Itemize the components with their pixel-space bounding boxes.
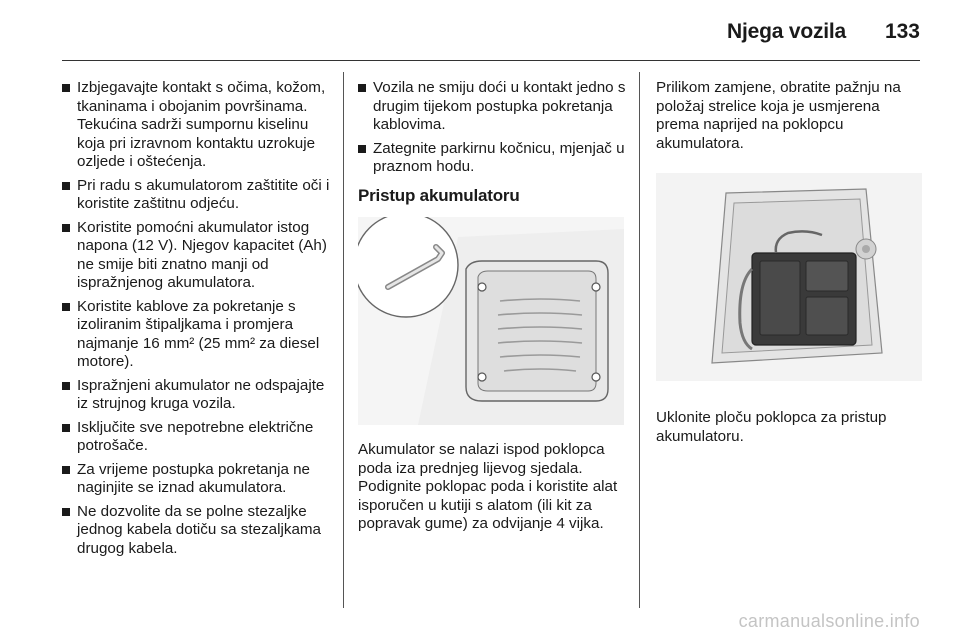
bullet-square-icon xyxy=(62,224,70,232)
bullet-square-icon xyxy=(358,145,366,153)
watermark: carmanualsonline.info xyxy=(738,611,920,631)
bullet-item: Ne dozvolite da se polne stezaljke jednog kabela dotiču sa stezaljkama drugog kabela. xyxy=(62,503,330,559)
bullet-square-icon xyxy=(358,84,366,92)
bullet-item: Isključite sve nepotrebne električne potrošače. xyxy=(62,419,330,456)
floor-cover-drawing xyxy=(358,217,624,425)
battery-illustration xyxy=(656,173,922,381)
bullet-square-icon xyxy=(62,424,70,432)
column-divider-2 xyxy=(639,72,640,608)
arrow-position-text: Prilikom zamjene, obratite pažnju na položaj strelice koja je usmjerena prema naprijed na poklopcu akumulatora. xyxy=(656,79,901,152)
bullet-square-icon xyxy=(62,182,70,190)
bullet-square-icon xyxy=(62,303,70,311)
bullet-item: Pri radu s akumulatorom zaštitite oči i koristite zaštitnu odjeću. xyxy=(62,177,330,214)
bullet-square-icon xyxy=(62,382,70,390)
column-divider-1 xyxy=(343,72,344,608)
bullet-item: Vozila ne smiju doći u kontakt jedno s drugim tijekom postupka pokretanja kablovima. xyxy=(358,79,626,135)
bullet-item: Koristite pomoćni akumulator istog napona (12 V). Njegov kapacitet (Ah) ne smije biti znatno manji od ispražnjenog akumulatora. xyxy=(62,219,330,293)
bullet-square-icon xyxy=(62,84,70,92)
section-heading: Pristup akumulatoru xyxy=(358,185,520,205)
page-number: 133 xyxy=(884,20,920,43)
remove-cover-text: Uklonite ploču poklopca za pristup akumulatoru. xyxy=(656,409,887,445)
bullet-item: Zategnite parkirnu kočnicu, mjenjač u praznom hodu. xyxy=(358,140,626,177)
bullet-square-icon xyxy=(62,508,70,516)
header-rule xyxy=(62,60,920,61)
column-2 xyxy=(358,79,626,534)
floor-cover-illustration xyxy=(358,217,624,425)
chapter-title: Njega vozila xyxy=(727,20,846,43)
bullet-item: Koristite kablove za pokretanje s izoliranim štipaljkama i promjera najmanje 16 mm² (25 mm² za diesel motore). xyxy=(62,298,330,372)
battery-drawing xyxy=(656,173,922,381)
battery-location-text: Akumulator se nalazi ispod poklopca poda iza prednjeg lijevog sjedala. Podignite poklopac poda i koristite alat isporučen u kutiji s alatom (ili kit za popravak gume) za odvijanje 4 vijka. xyxy=(358,441,618,532)
bullet-item: Za vrijeme postupka pokretanja ne naginjite se iznad akumulatora. xyxy=(62,461,330,498)
bullet-item: Ispražnjeni akumulator ne odspajajte iz strujnog kruga vozila. xyxy=(62,377,330,414)
column-1 xyxy=(62,79,330,563)
bullet-item: Izbjegavajte kontakt s očima, kožom, tkaninama i obojanim površinama. Tekućina sadrži sumpornu kiselinu koja pri izravnom kontaktu uzrokuje ozljede i oštećenja. xyxy=(62,79,330,172)
bullet-square-icon xyxy=(62,466,70,474)
column-3 xyxy=(656,79,924,446)
